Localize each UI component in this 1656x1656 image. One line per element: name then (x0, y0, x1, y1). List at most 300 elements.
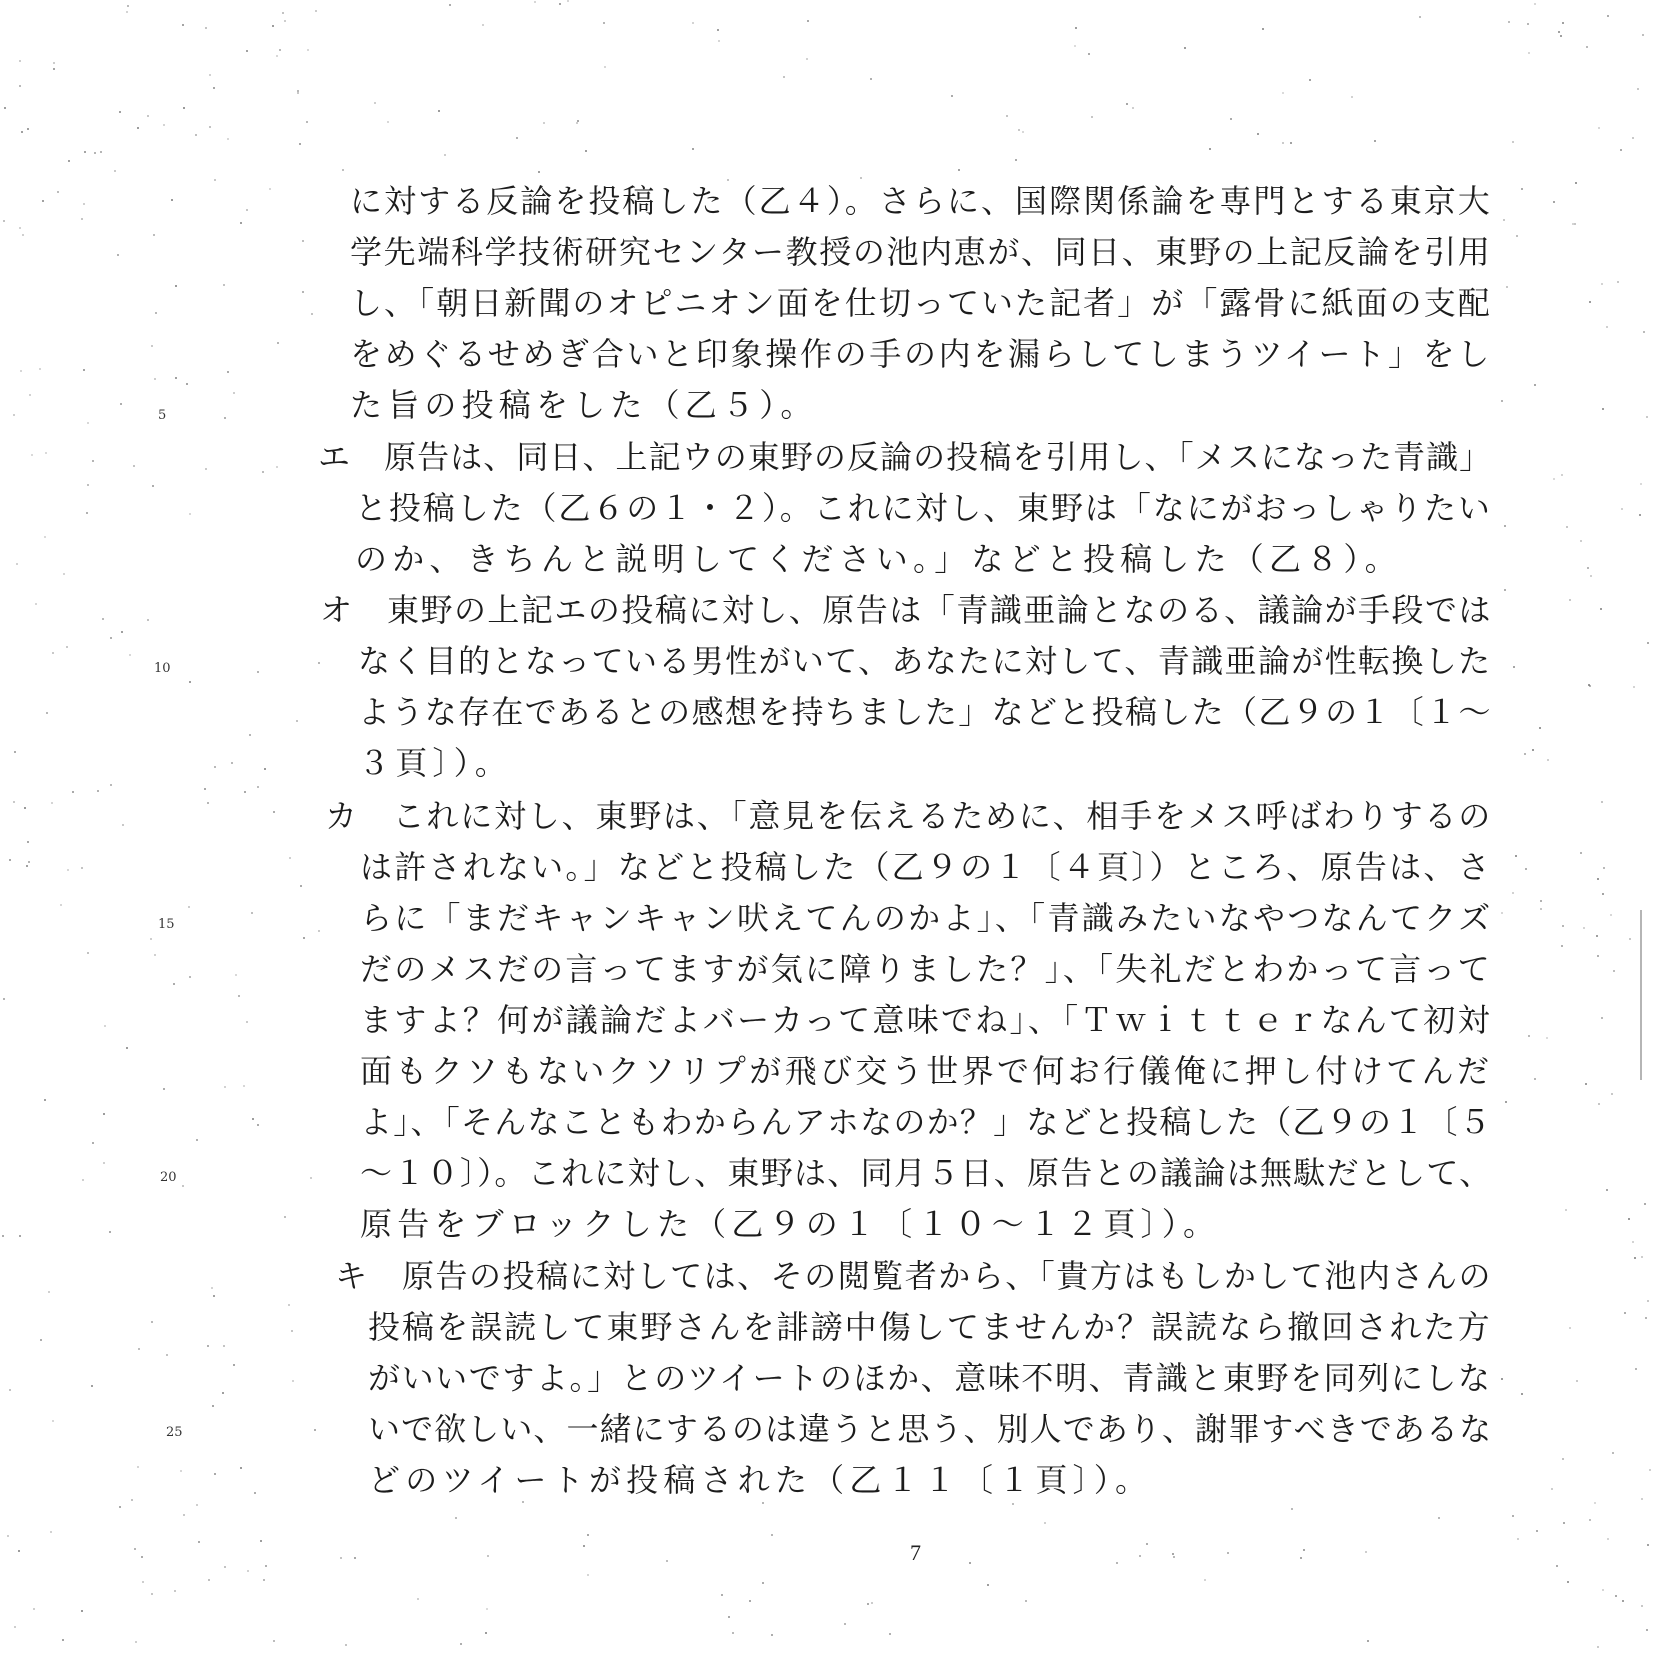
scan-speck (987, 1584, 989, 1586)
scan-speck (154, 378, 156, 380)
scan-speck (559, 3, 561, 5)
scan-speck (92, 460, 94, 462)
scan-speck (486, 1608, 488, 1610)
scan-speck (1576, 1380, 1578, 1382)
scan-speck (310, 1177, 312, 1179)
scan-speck (9, 1389, 11, 1391)
scan-speck (487, 1555, 489, 1557)
scan-speck (147, 619, 149, 621)
scan-speck (19, 60, 21, 62)
scan-speck (311, 313, 313, 315)
text-line: ような存在であるとの感想を持ちました」などと投稿した（乙９の１〔１～ (358, 693, 1492, 731)
scan-speck (276, 466, 278, 468)
scan-speck (1574, 223, 1576, 225)
scan-speck (87, 422, 89, 424)
scan-speck (166, 1354, 168, 1356)
scan-speck (247, 1570, 249, 1572)
scan-speck (1524, 753, 1526, 755)
scan-speck (114, 170, 116, 172)
scan-speck (1227, 1552, 1229, 1554)
scan-speck (1611, 1093, 1613, 1095)
scan-speck (1596, 935, 1598, 937)
scan-speck (1018, 129, 1020, 131)
scan-speck (1646, 416, 1648, 418)
scan-speck (204, 788, 206, 790)
scan-speck (1553, 201, 1555, 203)
scan-speck (1645, 1317, 1647, 1319)
scan-speck (1504, 589, 1506, 591)
scan-speck (1126, 103, 1128, 105)
scan-speck (35, 603, 37, 605)
scan-speck (603, 22, 605, 24)
scan-speck (1598, 1103, 1600, 1105)
scan-speck (272, 25, 274, 27)
scan-speck (92, 1142, 94, 1144)
scan-speck (4, 107, 6, 109)
scan-speck (538, 171, 540, 173)
scan-speck (302, 240, 304, 242)
scan-speck (122, 824, 124, 826)
scan-speck (196, 1504, 198, 1506)
scan-speck (273, 1640, 275, 1642)
text-line: た旨の投稿をした（乙５）。 (350, 386, 818, 424)
scan-speck (1525, 868, 1527, 870)
scan-speck (154, 954, 156, 956)
scan-speck (1528, 1035, 1530, 1037)
scan-speck (1512, 141, 1514, 143)
scan-speck (1075, 27, 1077, 29)
scan-speck (1601, 801, 1603, 803)
scan-speck (224, 1086, 226, 1088)
scan-speck (1607, 15, 1609, 17)
scan-speck (844, 1623, 846, 1625)
scan-speck (151, 1321, 153, 1323)
text-line: ますよ？何が議論だよバーカって意味でね」、「Ｔｗｉｔｔｅｒなんて初対 (360, 1001, 1492, 1039)
scan-speck (264, 768, 266, 770)
scan-speck (21, 131, 23, 133)
text-line: がいいですよ。」とのツイートのほか、意味不明、青識と東野を同列にしな (368, 1359, 1492, 1397)
scan-speck (180, 1470, 182, 1472)
scan-speck (1025, 1600, 1027, 1602)
scan-speck (151, 345, 153, 347)
scan-speck (1598, 127, 1600, 129)
scan-speck (1539, 727, 1541, 729)
scan-speck (1639, 514, 1641, 516)
scan-speck (277, 342, 279, 344)
scan-speck (1505, 1101, 1507, 1103)
scan-speck (249, 734, 251, 736)
scan-speck (2, 1235, 4, 1237)
scan-speck (150, 938, 152, 940)
scan-speck (771, 1634, 773, 1636)
scan-speck (1291, 1508, 1293, 1510)
scan-speck (1504, 525, 1506, 527)
scan-speck (119, 1506, 121, 1508)
scan-speck (1547, 759, 1549, 761)
scan-speck (52, 1420, 54, 1422)
scan-speck (1091, 116, 1093, 118)
scan-speck (110, 637, 112, 639)
scan-speck (302, 291, 304, 293)
scan-speck (1088, 53, 1090, 55)
scan-speck (233, 1364, 235, 1366)
scan-speck (1132, 107, 1134, 109)
scan-speck (1506, 286, 1508, 288)
scan-speck (1546, 1037, 1548, 1039)
scan-speck (147, 115, 149, 117)
scan-speck (257, 786, 259, 788)
scan-speck (1585, 1083, 1587, 1085)
scan-speck (717, 29, 719, 31)
scan-speck (762, 1582, 764, 1584)
scan-speck (131, 1499, 133, 1501)
scan-speck (284, 1216, 286, 1218)
scan-speck (1569, 1327, 1571, 1329)
scan-speck (27, 841, 29, 843)
scan-speck (291, 1330, 293, 1332)
scan-speck (63, 573, 65, 575)
scan-speck (1146, 1543, 1148, 1545)
scan-speck (1589, 301, 1591, 303)
scan-speck (222, 1392, 224, 1394)
scan-speck (1641, 1256, 1643, 1258)
scan-speck (252, 1118, 254, 1120)
scan-speck (288, 1304, 290, 1306)
scan-speck (871, 1602, 873, 1604)
scan-speck (39, 368, 41, 370)
scan-speck (1015, 159, 1017, 161)
scan-speck (306, 121, 308, 123)
scan-speck (1580, 540, 1582, 542)
scan-speck (387, 121, 389, 123)
scan-speck (44, 1099, 46, 1101)
scan-speck (969, 1562, 971, 1564)
scan-speck (257, 671, 259, 673)
scan-speck (151, 1593, 153, 1595)
scan-speck (127, 5, 129, 7)
scan-speck (806, 58, 808, 60)
scan-speck (1262, 28, 1264, 30)
scan-speck (51, 802, 53, 804)
scan-speck (1527, 23, 1529, 25)
scan-speck (279, 49, 281, 51)
margin-line-number: 5 (158, 408, 167, 423)
scan-speck (1501, 1378, 1503, 1380)
scan-speck (205, 27, 207, 29)
scan-speck (583, 1545, 585, 1547)
text-line: よ」、「そんなこともわからんアホなのか？」などと投稿した（乙９の１〔５ (360, 1103, 1493, 1141)
text-line: のか、きちんと説明してください。」などと投稿した（乙８）。 (355, 540, 1402, 578)
scan-speck (585, 150, 587, 152)
margin-line-number: 20 (160, 1170, 177, 1185)
scan-speck (587, 1534, 589, 1536)
scan-speck (182, 1185, 184, 1187)
scan-speck (1565, 1209, 1567, 1211)
scan-speck (195, 134, 197, 136)
scan-speck (1588, 684, 1590, 686)
scan-speck (1022, 131, 1024, 133)
scan-speck (1257, 133, 1259, 135)
scan-speck (188, 906, 190, 908)
scan-speck (771, 1534, 773, 1536)
scan-speck (1521, 188, 1523, 190)
scan-speck (444, 154, 446, 156)
scan-speck (260, 1540, 262, 1542)
scan-speck (1560, 35, 1562, 37)
scan-speck (72, 791, 74, 793)
scan-speck (212, 1405, 214, 1407)
text-line: なく目的となっている男性がいて、あなたに対して、青識亜論が性転換した (358, 642, 1492, 680)
text-line: 面もクソもないクソリプが飛び交う世界で何お行儀俺に押し付けてんだ (360, 1052, 1493, 1090)
scan-speck (233, 392, 235, 394)
scan-speck (1521, 1393, 1523, 1395)
scan-speck (438, 110, 440, 112)
text-line: いで欲しい、一緒にするのは違うと思う、別人であり、謝罪すべきであるな (368, 1410, 1493, 1448)
scan-speck (19, 1235, 21, 1237)
scan-speck (1617, 281, 1619, 283)
scan-speck (1230, 118, 1232, 120)
scan-speck (231, 762, 233, 764)
scan-speck (1367, 1640, 1369, 1642)
scan-speck (27, 128, 29, 130)
scan-speck (340, 1557, 342, 1559)
scan-speck (1540, 908, 1542, 910)
scan-speck (103, 1113, 105, 1115)
scan-speck (534, 1, 536, 3)
scan-speck (1551, 1488, 1553, 1490)
scan-speck (171, 199, 173, 201)
scan-speck (133, 465, 135, 467)
scan-speck (24, 807, 26, 809)
scan-speck (31, 454, 33, 456)
scan-speck (1597, 955, 1599, 957)
scan-speck (126, 11, 128, 13)
scan-speck (1646, 1629, 1648, 1631)
scan-speck (40, 1339, 42, 1341)
scan-speck (522, 1501, 524, 1503)
scan-speck (20, 370, 22, 372)
scan-speck (417, 1598, 419, 1600)
scan-speck (141, 1556, 143, 1558)
scan-speck (251, 912, 253, 914)
scan-speck (1209, 148, 1211, 150)
text-line: だのメスだの言ってますが気に障りました？」、「失礼だとわかって言って (360, 950, 1492, 988)
scan-speck (175, 377, 177, 379)
scan-speck (1290, 142, 1292, 144)
scan-speck (1615, 1595, 1617, 1597)
scan-speck (1044, 1522, 1046, 1524)
scan-speck (342, 169, 344, 171)
scan-speck (57, 191, 59, 193)
scan-speck (303, 937, 305, 939)
scan-speck (208, 1579, 210, 1581)
scan-speck (1621, 508, 1623, 510)
scan-speck (183, 107, 185, 109)
scan-speck (211, 1287, 213, 1289)
scan-speck (173, 983, 175, 985)
scan-speck (22, 234, 24, 236)
scan-speck (299, 143, 301, 145)
scan-speck (223, 1345, 225, 1347)
scan-speck (16, 563, 18, 565)
scan-speck (48, 1291, 50, 1293)
scan-speck (117, 254, 119, 256)
scan-speck (42, 200, 44, 202)
text-line: キ 原告の投稿に対しては、その閲覧者から、「貴方はもしかして池内さんの (335, 1257, 1493, 1295)
scan-speck (543, 122, 545, 124)
scan-speck (84, 151, 86, 153)
scan-speck (257, 1124, 259, 1126)
scan-speck (214, 766, 216, 768)
scan-speck (240, 1467, 242, 1469)
scan-speck (1637, 88, 1639, 90)
scan-speck (1534, 384, 1536, 386)
scan-speck (1562, 22, 1564, 24)
scan-speck (28, 861, 30, 863)
scan-speck (189, 976, 191, 978)
scan-speck (109, 1231, 111, 1233)
scan-speck (1633, 686, 1635, 688)
scan-speck (567, 0, 569, 2)
scan-speck (83, 369, 85, 371)
scan-speck (1074, 45, 1076, 47)
scan-speck (516, 137, 518, 139)
scan-speck (1589, 1519, 1591, 1521)
scan-speck (1503, 219, 1505, 221)
scan-speck (1516, 235, 1518, 237)
scan-speck (1647, 642, 1649, 644)
scan-speck (29, 394, 31, 396)
page-number: 7 (910, 1540, 921, 1565)
scan-speck (227, 371, 229, 373)
scan-speck (1561, 945, 1563, 947)
scan-speck (1012, 1503, 1014, 1505)
scan-speck (100, 151, 102, 153)
scan-speck (186, 383, 188, 385)
scan-speck (314, 1429, 316, 1431)
scan-speck (120, 403, 122, 405)
scan-speck (1501, 912, 1503, 914)
scan-speck (318, 930, 320, 932)
scan-speck (807, 20, 809, 22)
scan-speck (3, 220, 5, 222)
scan-speck (263, 1579, 265, 1581)
text-line: と投稿した（乙６の１・２）。これに対し、東野は「なにがおっしゃりたい (355, 489, 1492, 527)
scan-speck (1374, 140, 1376, 142)
scan-speck (1620, 149, 1622, 151)
scan-speck (749, 1600, 751, 1602)
scan-speck (1534, 3, 1536, 5)
scan-speck (66, 646, 68, 648)
scan-speck (1644, 1203, 1646, 1205)
scan-speck (213, 87, 215, 89)
scan-speck (1532, 749, 1534, 751)
scan-speck (1139, 1555, 1141, 1557)
scan-speck (121, 631, 123, 633)
scan-speck (189, 513, 191, 515)
scan-speck (1351, 96, 1353, 98)
scan-speck (13, 801, 15, 803)
scan-speck (1634, 1257, 1636, 1259)
scan-speck (1602, 1589, 1604, 1591)
scan-speck (1622, 1600, 1624, 1602)
scan-speck (1602, 408, 1604, 410)
scan-speck (207, 1345, 209, 1347)
scan-speck (1603, 867, 1605, 869)
scan-speck (224, 1566, 226, 1568)
scan-speck (81, 867, 83, 869)
scan-speck (246, 209, 248, 211)
scan-speck (1601, 1017, 1603, 1019)
scan-speck (307, 49, 309, 51)
scan-speck (246, 1021, 248, 1023)
scan-speck (97, 790, 99, 792)
scan-speck (1641, 1605, 1643, 1607)
scan-speck (103, 1162, 105, 1164)
scan-speck (1641, 1498, 1643, 1500)
scan-speck (235, 974, 237, 976)
scan-speck (318, 662, 320, 664)
scan-speck (1640, 483, 1642, 485)
scan-speck (1172, 1553, 1174, 1555)
scan-speck (45, 452, 47, 454)
scan-speck (1563, 1522, 1565, 1524)
scan-speck (958, 169, 960, 171)
scan-speck (1517, 1538, 1519, 1540)
scan-speck (1629, 938, 1631, 940)
scan-speck (692, 22, 694, 24)
scan-speck (1536, 1530, 1538, 1532)
scan-speck (1512, 892, 1514, 894)
scan-speck (135, 1641, 137, 1643)
text-line: をめぐるせめぎ合いと印象操作の手の内を漏らしてしまうツイート」をし (350, 335, 1493, 373)
text-line: 学先端科学技術研究センター教授の池内恵が、同日、東野の上記反論を引用 (350, 233, 1492, 271)
scan-speck (198, 1541, 200, 1543)
scan-speck (33, 1608, 35, 1610)
scan-speck (53, 62, 55, 64)
scan-speck (214, 1473, 216, 1475)
scan-speck (207, 802, 209, 804)
scan-speck (110, 784, 112, 786)
scan-speck (262, 471, 264, 473)
scan-speck (1594, 1502, 1596, 1504)
scan-speck (1643, 331, 1645, 333)
scan-speck (1562, 925, 1564, 927)
scan-speck (265, 1565, 267, 1567)
scan-speck (3, 998, 5, 1000)
scan-speck (354, 1557, 356, 1559)
scan-speck (1528, 52, 1530, 54)
scan-speck (1204, 1579, 1206, 1581)
scan-speck (1553, 478, 1555, 480)
scan-speck (374, 102, 376, 104)
text-line: に対する反論を投稿した（乙４）。さらに、国際関係論を専門とする東京大 (350, 182, 1492, 220)
scan-speck (68, 160, 70, 162)
scan-speck (1534, 1078, 1536, 1080)
scan-speck (783, 76, 785, 78)
text-line: 投稿を誤読して東野さんを誹謗中傷してませんか？誤読なら撤回された方 (368, 1308, 1492, 1346)
scan-speck (1649, 1469, 1651, 1471)
scan-speck (18, 1550, 20, 1552)
scan-speck (1590, 575, 1592, 577)
scan-speck (1612, 1452, 1614, 1454)
scan-speck (732, 1632, 734, 1634)
scan-speck (152, 485, 154, 487)
scan-speck (666, 1560, 668, 1562)
scan-speck (87, 952, 89, 954)
scan-speck (9, 859, 11, 861)
scan-speck (587, 1574, 589, 1576)
